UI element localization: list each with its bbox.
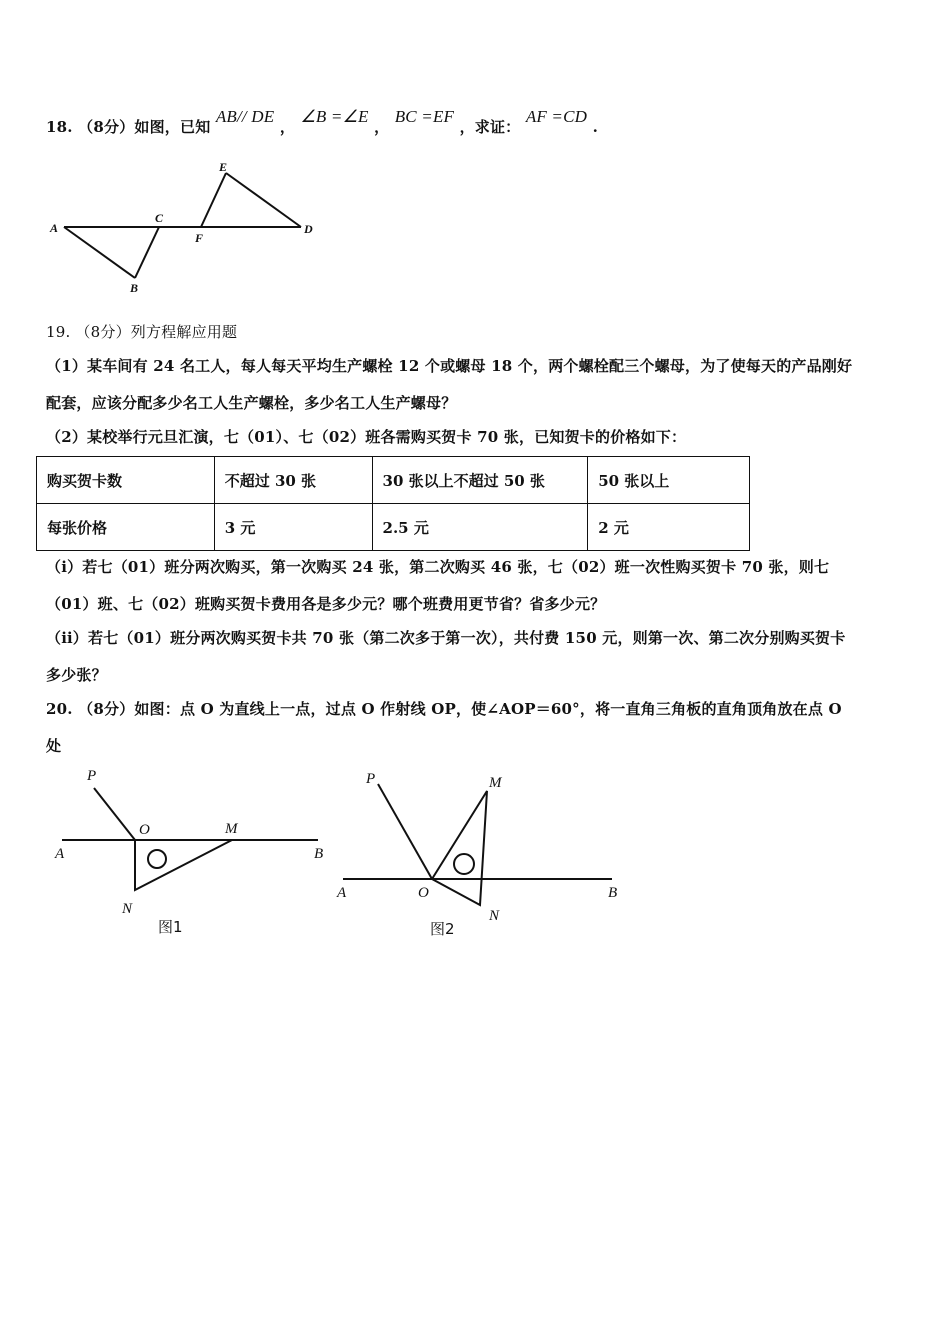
q18-prove-label: ，求证： [459,118,521,136]
label-C: C [155,211,164,225]
label-B: B [608,885,618,901]
label-E: E [219,160,228,174]
q19-sub-i-line2: （01）班、七（02）班购买贺卡费用各是多少元？哪个班费用更节省？省多少元？ [46,595,606,613]
label-A: A [337,885,347,901]
label-A: A [50,221,59,235]
q18-separator: ， [374,118,390,136]
q19-part1-line2: 配套，应该分配多少名工人生产螺栓，多少名工人生产螺母？ [46,394,457,412]
q18-separator: ， [279,118,296,136]
label-O: O [139,822,150,838]
ray-OP [378,784,432,879]
label-N: N [489,908,500,924]
q20-line1: 20. （8分）如图：点 O 为直线上一点，过点 O 作射线 OP，使∠AOP＝60°，将一直角三角板的直角顶角放在点 O [46,700,842,718]
table-cell: 3 元 [214,504,372,551]
label-P: P [87,768,97,784]
label-D: D [304,222,313,236]
q19-part2-intro: （2）某校举行元旦汇演，七（01）、七（02）班各需购买贺卡 70 张，已知贺卡的价格如下： [46,428,687,446]
q18-end: . [592,118,598,136]
table-cell: 不超过 30 张 [214,457,372,504]
table-cell: 30 张以上不超过 50 张 [372,457,588,504]
triangle-hole [454,854,474,874]
label-M: M [489,775,502,791]
table-cell: 50 张以上 [588,457,750,504]
table-cell: 2 元 [588,504,750,551]
q18-condition-angle: ∠B =∠E [300,107,369,126]
table-cell: 2.5 元 [372,504,588,551]
q19-sub-i-line1: （i）若七（01）班分两次购买，第一次购买 24 张，第二次购买 46 张，七（02）班一次性购买贺卡 70 张，则七 [46,558,830,576]
q20-line2: 处 [46,737,62,755]
table-cell: 购买贺卡数 [37,457,215,504]
label-O: O [418,885,429,901]
label-B: B [314,846,324,862]
label-F: F [195,231,204,245]
label-P: P [366,771,376,787]
q19-sub-ii-line1: （ⅱ）若七（01）班分两次购买贺卡共 70 张（第二次多于第一次），共付费 150 元，则第一次、第二次分别购买贺卡 [46,629,846,647]
triangle-board [432,791,487,905]
label-M: M [225,821,238,837]
label-N: N [122,901,133,917]
q18-intro: 如图，已知 [134,118,211,136]
q18-score: （8分） [78,118,135,136]
label-A: A [55,846,65,862]
q19-part1-line1: （1）某车间有 24 名工人，每人每天平均生产螺栓 12 个或螺母 18 个，两个螺栓配三个螺母，为了使每天的产品刚好 [46,357,853,375]
figure-caption: 图2 [430,920,455,938]
table-cell: 每张价格 [37,504,215,551]
figure-caption: 图1 [158,918,183,936]
q18-goal: AF =CD [525,107,588,126]
q19-header: 19. （8分）列方程解应用题 [46,323,238,341]
label-B: B [130,281,139,295]
q19-sub-ii-line2: 多少张？ [46,666,107,684]
q18-condition-parallel: AB// DE [215,107,275,126]
q18-condition-segment: BC =EF [394,107,455,126]
q18-number: 18. [46,118,73,136]
